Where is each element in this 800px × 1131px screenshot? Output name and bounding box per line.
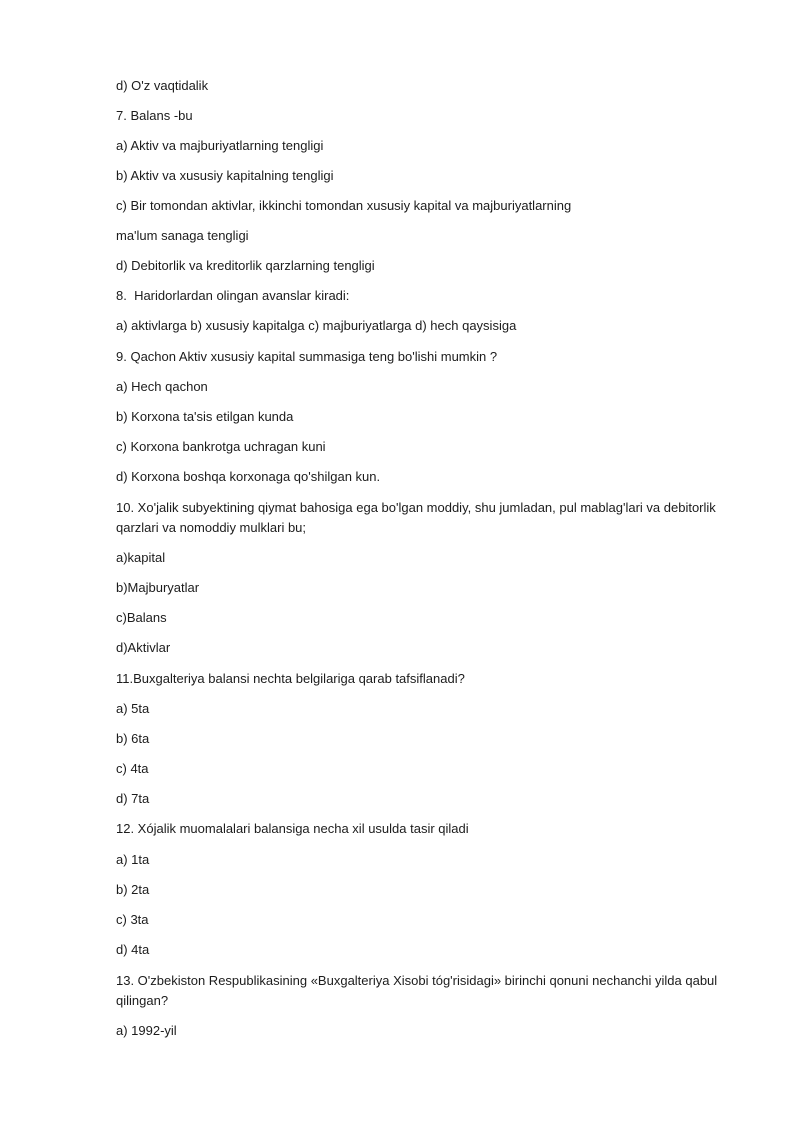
- answer-option: d) Korxona boshqa korxonaga qo'shilgan kun.: [116, 469, 381, 484]
- answer-option: c) Bir tomondan aktivlar, ikkinchi tomondan xususiy kapital va majburiyatlarning: [116, 198, 572, 213]
- answer-option: b) Aktiv va xususiy kapitalning tengligi: [116, 168, 334, 183]
- answer-option: b)Majburyatlar: [116, 580, 200, 595]
- question-text: 12. Xójalik muomalalari balansiga necha xil usulda tasir qiladi: [116, 821, 469, 836]
- question-text-continuation: qilingan?: [116, 993, 169, 1008]
- question-text: 9. Qachon Aktiv xususiy kapital summasiga teng bo'lishi mumkin ?: [116, 349, 498, 364]
- answer-options-inline: a) aktivlarga b) xususiy kapitalga c) majburiyatlarga d) hech qaysisiga: [116, 318, 517, 333]
- answer-option: a) Hech qachon: [116, 379, 208, 394]
- answer-option: d) 4ta: [116, 942, 150, 957]
- question-text: 10. Xo'jalik subyektining qiymat bahosiga ega bo'lgan moddiy, shu jumladan, pul mablag'lari va debitorlik: [116, 500, 716, 515]
- answer-option: a) 1ta: [116, 852, 150, 867]
- answer-option: d) Debitorlik va kreditorlik qarzlarning tengligi: [116, 258, 375, 273]
- answer-option: a)kapital: [116, 550, 166, 565]
- answer-option: b) 6ta: [116, 731, 150, 746]
- answer-option: b) 2ta: [116, 882, 150, 897]
- answer-option: a) Aktiv va majburiyatlarning tengligi: [116, 138, 324, 153]
- answer-option: c) 4ta: [116, 761, 149, 776]
- answer-option: d) O'z vaqtidalik: [116, 78, 209, 93]
- question-text: 7. Balans -bu: [116, 108, 193, 123]
- answer-option: b) Korxona ta'sis etilgan kunda: [116, 409, 294, 424]
- answer-option: a) 5ta: [116, 701, 150, 716]
- answer-option: a) 1992-yil: [116, 1023, 177, 1038]
- answer-option: c) 3ta: [116, 912, 149, 927]
- answer-option: c) Korxona bankrotga uchragan kuni: [116, 439, 326, 454]
- answer-option: c)Balans: [116, 610, 167, 625]
- answer-option: d)Aktivlar: [116, 640, 171, 655]
- question-text-continuation: qarzlari va nomoddiy mulklari bu;: [116, 520, 307, 535]
- question-text: 11.Buxgalteriya balansi nechta belgilariga qarab tafsiflanadi?: [116, 671, 465, 686]
- answer-option: d) 7ta: [116, 791, 150, 806]
- question-text: 8. Haridorlardan olingan avanslar kiradi:: [116, 288, 350, 303]
- answer-option-continuation: ma'lum sanaga tengligi: [116, 228, 249, 243]
- question-text: 13. O'zbekiston Respublikasining «Buxgalteriya Xisobi tóg'risidagi» birinchi qonuni nechanchi yilda qabul: [116, 973, 718, 988]
